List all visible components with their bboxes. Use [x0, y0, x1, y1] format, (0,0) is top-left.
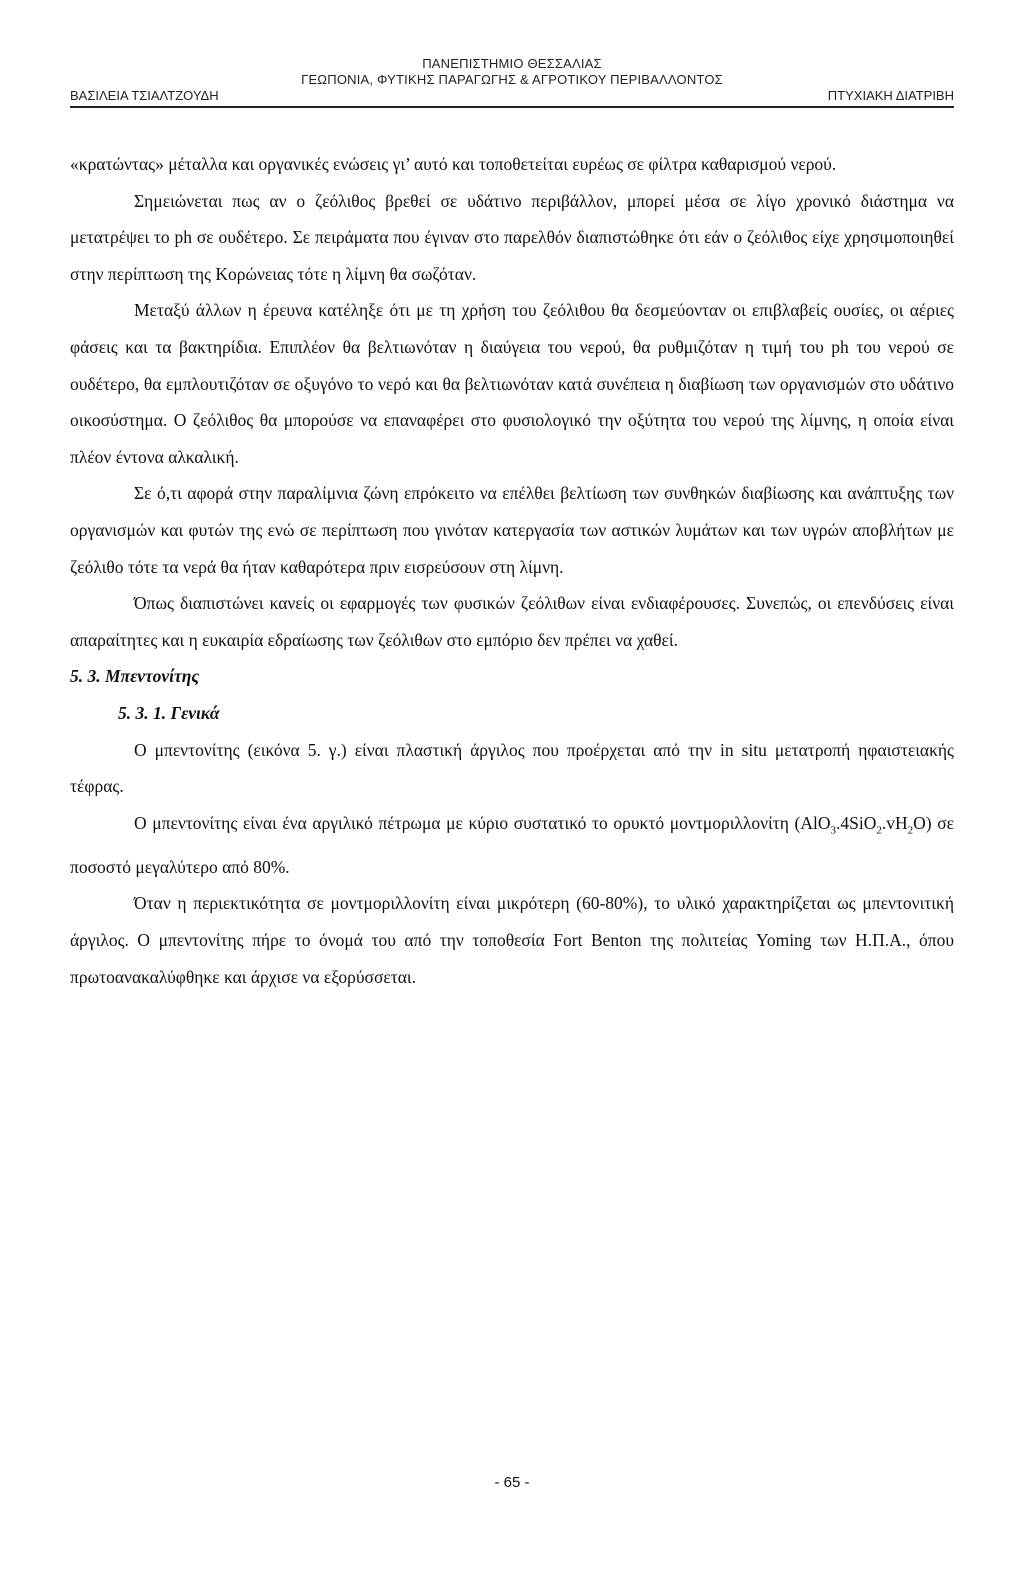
page-number: - 65 -	[494, 1474, 530, 1491]
paragraph: Σημειώνεται πως αν ο ζεόλιθος βρεθεί σε υδάτινο περιβάλλον, μπορεί μέσα σε λίγο χρονικό διάστημα να μετατρέψει το ph σε ουδέτερο. Σε πειράματα που έγιναν στο παρελθόν διαπιστώθηκε ότι εάν ο ζεόλιθος είχε χρησιμοποιηθεί στην περίπτωση της Κορώνειας τότε η λίμνη θα σωζόταν.	[70, 190, 954, 284]
page-body	[70, 146, 954, 995]
subscript: 2	[907, 824, 914, 837]
section-heading: 5. 3. Μπεντονίτης	[70, 666, 200, 687]
paragraph: Όταν η περιεκτικότητα σε μοντμοριλλονίτη είναι μικρότερη (60-80%), το υλικό χαρακτηρίζεται ως μπεντονιτική άργιλος. Ο μπεντονίτης πήρε το όνομά του από την τοποθεσία Fort Benton της πολιτείας Yoming των Η.Π.Α., όπου πρωτοανακαλύφθηκε και άρχισε να εξορύσσεται.	[70, 893, 954, 987]
header-rule	[70, 106, 954, 108]
subscript: 3	[830, 824, 837, 837]
text-run: Ο μπεντονίτης είναι ένα αργιλικό πέτρωμα με κύριο συστατικό το ορυκτό μοντμοριλλονίτη (AlO	[134, 812, 831, 833]
author-name: ΒΑΣΙΛΕΙΑ ΤΣΙΑΛΤΖΟΥΔΗ	[70, 88, 219, 103]
paragraph: Ο μπεντονίτης (εικόνα 5. γ.) είναι πλαστική άργιλος που προέρχεται από την in situ μετατροπή ηφαιστειακής τέφρας.	[70, 739, 954, 797]
university-name: ΠΑΝΕΠΙΣΤΗΜΙΟ ΘΕΣΣΑΛΙΑΣ	[422, 56, 602, 71]
paragraph: Όπως διαπιστώνει κανείς οι εφαρμογές των φυσικών ζεόλιθων είναι ενδιαφέρουσες. Συνεπώς, οι επενδύσεις είναι απαραίτητες και η ευκαιρία εδραίωσης των ζεόλιθων στο εμπόριο δεν πρέπει να χαθεί.	[70, 593, 954, 650]
subsection-heading: 5. 3. 1. Γενικά	[118, 702, 220, 723]
text-run: O) σε ποσοστό μεγαλύτερο από 80%.	[70, 812, 955, 877]
text-run: .4SiO	[836, 812, 877, 833]
page-header	[70, 56, 954, 108]
subscript: 2	[876, 824, 882, 837]
text-run: .vH	[881, 812, 908, 833]
department-name: ΓΕΩΠΟΝΙΑ, ΦΥΤΙΚΗΣ ΠΑΡΑΓΩΓΗΣ & ΑΓΡΟΤΙΚΟΥ ΠΕΡΙΒΑΛΛΟΝΤΟΣ	[301, 72, 723, 87]
paragraph: Σε ό,τι αφορά στην παραλίμνια ζώνη επρόκειτο να επέλθει βελτίωση των συνθηκών διαβίωσης και ανάπτυξης των οργανισμών και φυτών της ενώ σε περίπτωση που γινόταν κατεργασία των αστικών λυμάτων και των υγρών αποβλήτων με ζεόλιθο τότε τα νερά θα ήταν καθαρότερα πριν εισρεύσουν στη λίμνη.	[70, 483, 954, 577]
header-row	[70, 88, 954, 104]
paragraph: «κρατώντας» μέταλλα και οργανικές ενώσεις γι’ αυτό και τοποθετείται ευρέως σε φίλτρα καθαρισμού νερού.	[70, 154, 837, 174]
paragraph-formula	[70, 805, 954, 886]
thesis-label: ΠΤΥΧΙΑΚΗ ΔΙΑΤΡΙΒΗ	[827, 88, 954, 103]
paragraph: Μεταξύ άλλων η έρευνα κατέληξε ότι με τη χρήση του ζεόλιθου θα δεσμεύονταν οι επιβλαβείς ουσίες, οι αέριες φάσεις και τα βακτηρίδια. Επιπλέον θα βελτιωνόταν η διαύγεια του νερού, θα ρυθμιζόταν η τιμή του ph του νερού σε ουδέτερο, θα εμπλουτιζόταν σε οξυγόνο το νερό και θα βελτιωνόταν κατά συνέπεια η διαβίωση των οργανισμών στο υδάτινο οικοσύστημα. Ο ζεόλιθος θα μπορούσε να επαναφέρει στο φυσιολογικό την οξύτητα του νερού της λίμνης, η οποία είναι πλέον έντονα αλκαλική.	[70, 300, 954, 467]
